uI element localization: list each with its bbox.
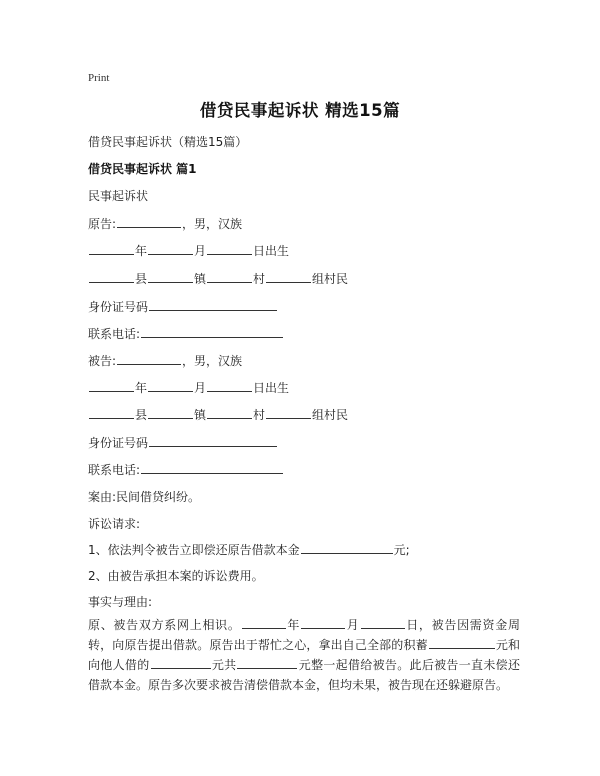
facts-day-blank <box>361 616 405 629</box>
plaintiff-address-line <box>88 270 348 287</box>
claim-amount-blank <box>301 541 393 554</box>
facts-body-4: 元整一起借给被告。此后被告一直未偿还借款本金。原告多次要求被告清偿借款本金，但均未果，被告现在还躲避原告。 <box>88 658 520 692</box>
defendant-id-line <box>88 434 278 451</box>
phone-label: 联系电话: <box>88 327 141 341</box>
month-label: 月 <box>194 381 207 395</box>
phone-blank <box>141 461 283 474</box>
birth-day-blank <box>207 242 252 255</box>
group-blank <box>266 406 311 419</box>
birth-year-blank <box>89 242 134 255</box>
defendant-line <box>88 352 242 369</box>
plaintiff-id-line <box>88 298 278 315</box>
facts-paragraph <box>88 615 520 695</box>
plaintiff-line <box>88 215 242 232</box>
claim-2: 2、由被告承担本案的诉讼费用。 <box>88 569 264 583</box>
plaintiff-gender: ，男，汉族 <box>182 217 243 231</box>
id-blank <box>149 298 277 311</box>
county-blank <box>89 270 134 283</box>
claim-1 <box>88 541 410 558</box>
claim-1-text: 1、依法判令被告立即偿还原告借款本金 <box>88 543 300 557</box>
county-label: 县 <box>135 408 148 422</box>
borrowed-amount-blank <box>151 656 211 669</box>
plaintiff-name-blank <box>117 215 181 228</box>
claim-1-end: 元; <box>393 543 410 557</box>
phone-blank <box>141 325 283 338</box>
year-label: 年 <box>135 381 148 395</box>
group-label: 组村民 <box>312 272 349 286</box>
birth-label: 日出生 <box>253 381 290 395</box>
savings-amount-blank <box>429 636 495 649</box>
page-title: 借贷民事起诉状 精选15篇 <box>199 101 401 120</box>
print-label[interactable]: Print <box>88 72 110 84</box>
facts-year-blank <box>242 616 286 629</box>
id-blank <box>149 434 277 447</box>
village-blank <box>207 406 252 419</box>
facts-year: 年 <box>286 618 301 632</box>
month-label: 月 <box>194 244 207 258</box>
group-label: 组村民 <box>312 408 349 422</box>
town-blank <box>148 270 193 283</box>
facts-intro: 原、被告双方系网上相识。 <box>88 618 241 632</box>
facts-body-2: 元和向他人借的 <box>88 638 520 672</box>
birth-month-blank <box>148 379 193 392</box>
id-label: 身份证号码 <box>88 436 149 450</box>
plaintiff-birth-line <box>88 242 289 259</box>
birth-day-blank <box>207 379 252 392</box>
year-label: 年 <box>135 244 148 258</box>
plaintiff-phone-line <box>88 325 284 342</box>
defendant-gender: ，男，汉族 <box>182 354 243 368</box>
section-heading: 借贷民事起诉状 篇1 <box>88 162 197 176</box>
defendant-phone-line <box>88 461 284 478</box>
total-amount-blank <box>237 656 297 669</box>
facts-month: 月 <box>346 618 360 632</box>
document-subtitle: 借贷民事起诉状（精选15篇） <box>88 135 248 149</box>
town-label: 镇 <box>194 272 207 286</box>
village-label: 村 <box>253 272 266 286</box>
town-blank <box>148 406 193 419</box>
town-label: 镇 <box>194 408 207 422</box>
facts-body-3: 元共 <box>211 658 237 672</box>
phone-label: 联系电话: <box>88 463 141 477</box>
case-cause: 案由:民间借贷纠纷。 <box>88 490 201 504</box>
village-blank <box>207 270 252 283</box>
defendant-address-line <box>88 406 348 423</box>
group-blank <box>266 270 311 283</box>
id-label: 身份证号码 <box>88 300 149 314</box>
plaintiff-label: 原告: <box>88 217 117 231</box>
facts-body-1: 日，被告因需资金周转，向原告提出借款。原告出于帮忙之心，拿出自己全部的积蓄 <box>88 618 520 652</box>
defendant-birth-line <box>88 379 289 396</box>
village-label: 村 <box>253 408 266 422</box>
county-blank <box>89 406 134 419</box>
facts-heading: 事实与理由: <box>88 595 153 609</box>
document-type: 民事起诉状 <box>88 189 149 203</box>
birth-year-blank <box>89 379 134 392</box>
county-label: 县 <box>135 272 148 286</box>
birth-label: 日出生 <box>253 244 290 258</box>
claims-heading: 诉讼请求: <box>88 517 141 531</box>
birth-month-blank <box>148 242 193 255</box>
facts-month-blank <box>301 616 345 629</box>
defendant-label: 被告: <box>88 354 117 368</box>
defendant-name-blank <box>117 352 181 365</box>
